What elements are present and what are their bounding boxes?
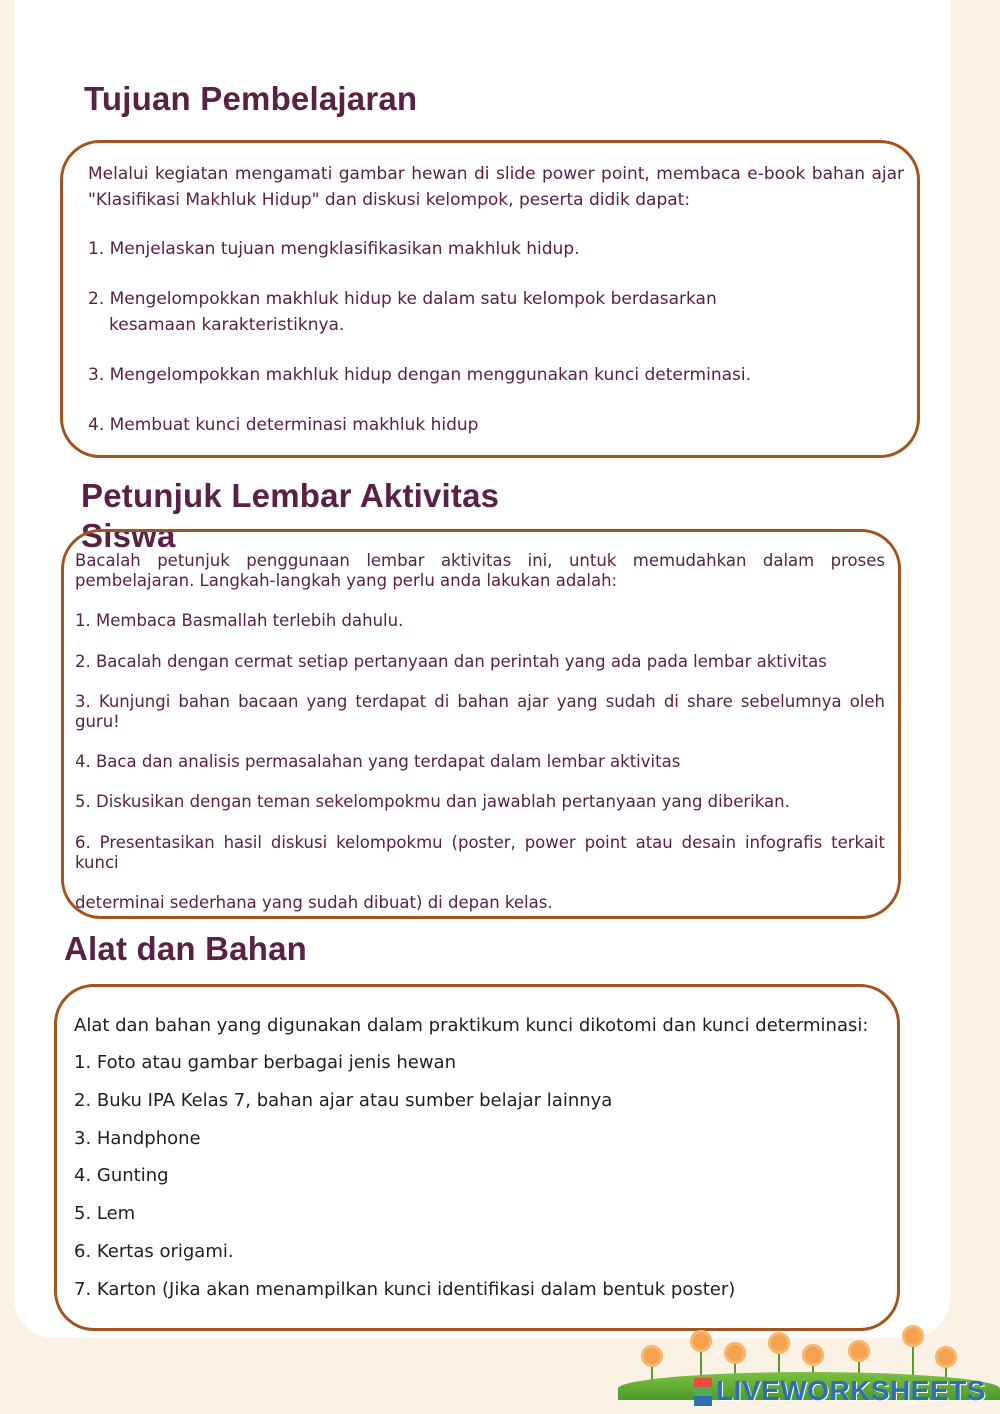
liveworksheets-logo[interactable]: LIVEWORKSHEETS: [716, 1375, 986, 1406]
flower-icon: [902, 1325, 924, 1347]
petunjuk-item-6: 6. Presentasikan hasil diskusi kelompokmu (poster, power point atau desain infografis terkait kunci: [75, 833, 885, 872]
alat-item-1: 1. Foto atau gambar berbagai jenis hewan: [74, 1052, 456, 1073]
tujuan-item-2: 2. Mengelompokkan makhluk hidup ke dalam satu kelompok berdasarkan: [88, 289, 717, 309]
alat-item-4: 4. Gunting: [74, 1165, 169, 1186]
petunjuk-intro: Bacalah petunjuk penggunaan lembar aktivitas ini, untuk memudahkan dalam proses pembelajaran. Langkah-langkah yang perlu anda lakukan adalah:: [75, 551, 885, 590]
flower-icon: [848, 1340, 870, 1362]
section-title-alat: Alat dan Bahan: [64, 930, 308, 967]
alat-intro: Alat dan bahan yang digunakan dalam praktikum kunci dikotomi dan kunci determinasi:: [74, 1015, 869, 1036]
flower-icon: [690, 1330, 712, 1352]
tujuan-item-3: 3. Mengelompokkan makhluk hidup dengan menggunakan kunci determinasi.: [88, 365, 751, 385]
alat-item-6: 6. Kertas origami.: [74, 1241, 234, 1262]
petunjuk-item-1: 1. Membaca Basmallah terlebih dahulu.: [75, 611, 404, 630]
alat-item-7: 7. Karton (Jika akan menampilkan kunci identifikasi dalam bentuk poster): [74, 1279, 736, 1300]
petunjuk-item-3: 3. Kunjungi bahan bacaan yang terdapat di bahan ajar yang sudah di share sebelumnya oleh guru!: [75, 692, 885, 731]
alat-item-2: 2. Buku IPA Kelas 7, bahan ajar atau sumber belajar lainnya: [74, 1090, 613, 1111]
alat-item-3: 3. Handphone: [74, 1128, 201, 1149]
flower-icon: [802, 1344, 824, 1366]
tujuan-item-4: 4. Membuat kunci determinasi makhluk hidup: [88, 415, 479, 435]
alat-item-5: 5. Lem: [74, 1203, 136, 1224]
petunjuk-item-4: 4. Baca dan analisis permasalahan yang terdapat dalam lembar aktivitas: [75, 752, 681, 771]
tujuan-item-1: 1. Menjelaskan tujuan mengklasifikasikan makhluk hidup.: [88, 239, 580, 259]
flower-icon: [935, 1346, 957, 1368]
tujuan-item-2-cont: kesamaan karakteristiknya.: [109, 315, 345, 335]
section-title-petunjuk: Petunjuk Lembar Aktivitas Siswa: [81, 477, 500, 554]
flower-icon: [641, 1345, 663, 1367]
petunjuk-item-5: 5. Diskusikan dengan teman sekelompokmu dan jawablah pertanyaan yang diberikan.: [75, 792, 790, 811]
tujuan-intro: Melalui kegiatan mengamati gambar hewan di slide power point, membaca e-book bahan ajar "Klasifikasi Makhluk Hidup" dan diskusi kelompok, peserta didik dapat:: [88, 164, 904, 210]
liveworksheets-badge-icon: [694, 1378, 712, 1406]
section-title-tujuan: Tujuan Pembelajaran: [84, 80, 418, 117]
petunjuk-item-6-cont: determinai sederhana yang sudah dibuat) di depan kelas.: [75, 893, 553, 912]
petunjuk-item-2: 2. Bacalah dengan cermat setiap pertanyaan dan perintah yang ada pada lembar aktivitas: [75, 652, 827, 671]
flower-icon: [724, 1342, 746, 1364]
flower-icon: [768, 1332, 790, 1354]
